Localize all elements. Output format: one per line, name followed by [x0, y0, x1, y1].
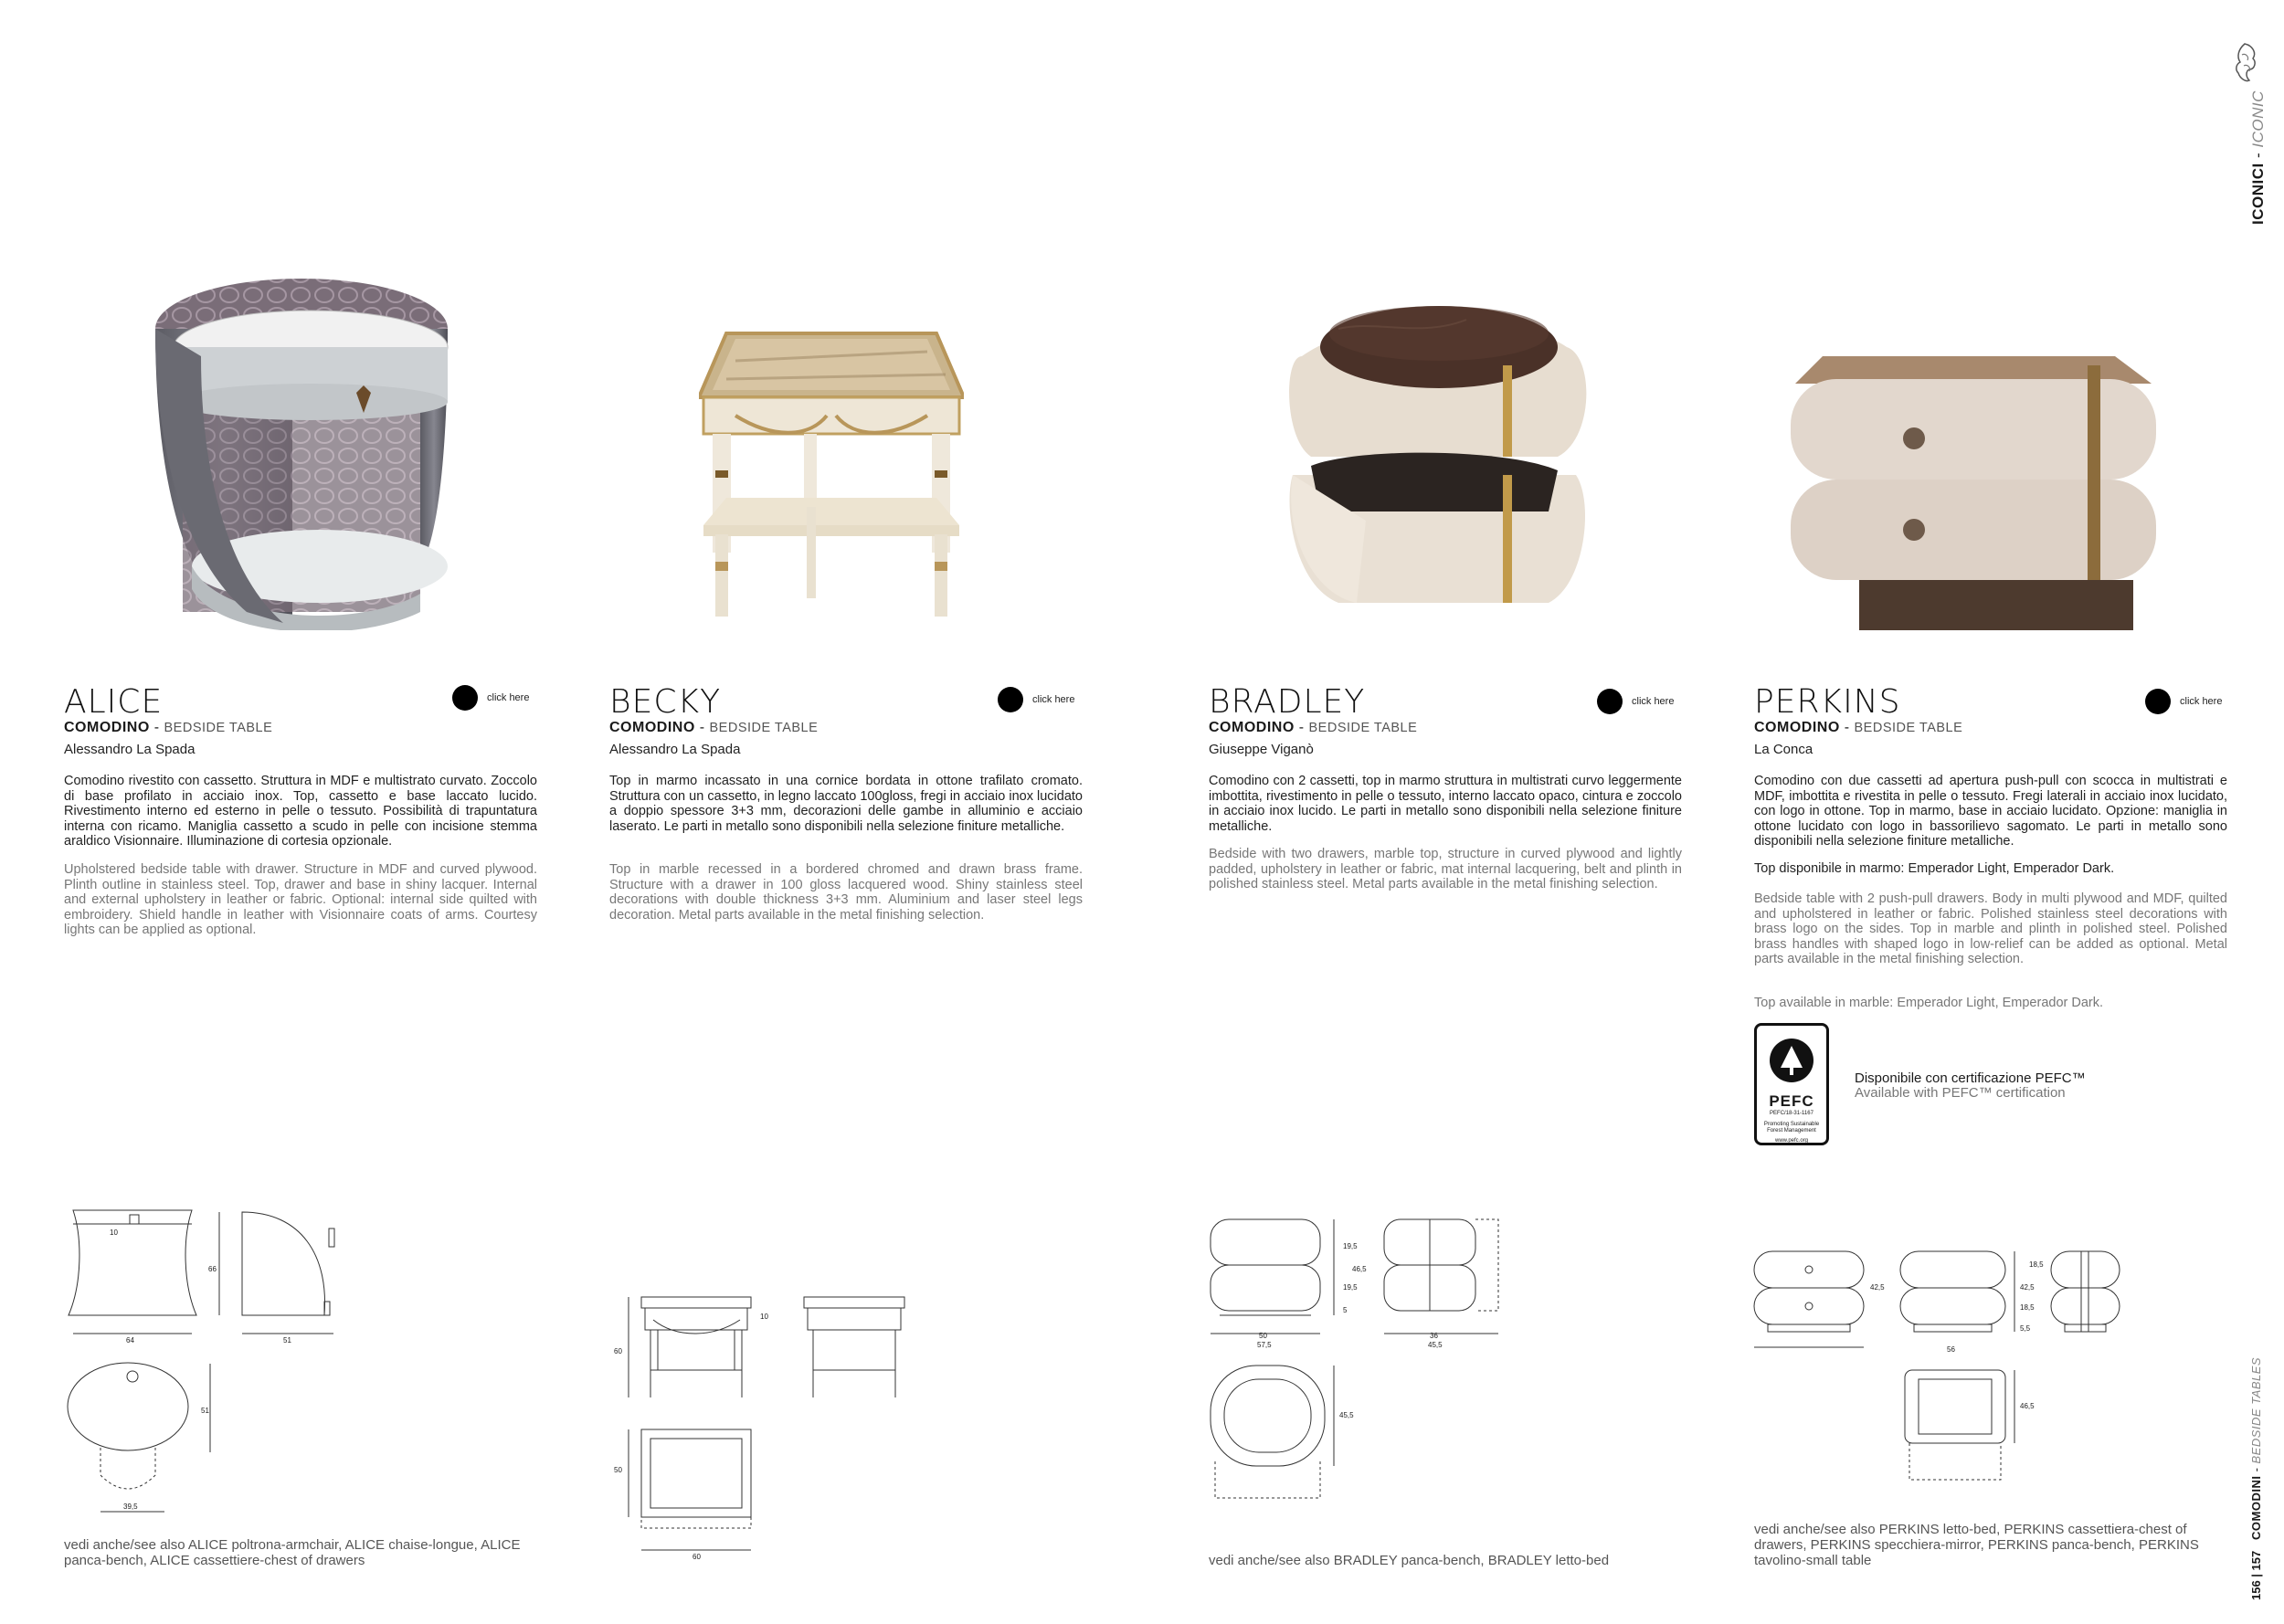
becky-dim-h: 60 [614, 1347, 622, 1355]
bradley-dim-h4: 5 [1343, 1306, 1348, 1314]
becky-subtitle: COMODINO - BEDSIDE TABLE [609, 720, 819, 735]
perkins-desc-it: Comodino con due cassetti ad apertura push-pull con scocca in multistrati e MDF, imbottita e rivestita in pelle o tessuto. Fregi laterali in acciaio inox lucidato, con logo in ottone. Top in marmo, base in acciaio lucidato. Opzione: maniglia in ottone lucidato con logo in bassorilievo sagomato. Le parti in metallo sono disponibili nella selezione finiture metalliche. [1754, 774, 2227, 849]
pefc-cert-it: Disponibile con certificazione PEFC™ [1855, 1070, 2086, 1086]
becky-photo [699, 324, 964, 626]
alice-title: ALICE [64, 683, 164, 721]
bradley-dim-d1: 36 [1430, 1332, 1438, 1340]
bradley-designer: Giuseppe Viganò [1209, 742, 1314, 757]
alice-desc-it: Comodino rivestito con cassetto. Struttura in MDF e multistrato curvato. Zoccolo di base profilato in acciaio inox. Top, cassetto e base laccato lucido. Rivestimento interno ed esterno in pelle o tessuto. Possibilità di trapuntatura interna con ricamo. Maniglia cassetto a scudo in pelle con incisione stemma araldico Visionnaire. Illuminazione di cortesia opzionale. [64, 774, 537, 849]
pefc-url: www.pefc.org [1774, 1138, 1808, 1144]
becky-designer: Alessandro La Spada [609, 742, 741, 757]
becky-title: BECKY [609, 683, 722, 721]
pefc-logo [1754, 1023, 1829, 1145]
perkins-dim-h4: 18,5 [2020, 1303, 2035, 1312]
alice-drawing [64, 1201, 365, 1521]
becky-dim-d: 50 [614, 1466, 622, 1474]
bradley-title: BRADLEY [1209, 683, 1366, 721]
brand-logo [2229, 42, 2260, 84]
bradley-dim-h1: 19,5 [1343, 1242, 1358, 1250]
pefc-logo-text: PEFC [1769, 1092, 1814, 1110]
perkins-dim-h5: 5,5 [2020, 1324, 2031, 1333]
click-dot-icon [1597, 689, 1623, 714]
perkins-drawing [1750, 1247, 2133, 1512]
perkins-designer: La Conca [1754, 742, 1813, 757]
section-label: ICONICI - ICONIC [2249, 90, 2267, 225]
alice-see-also: vedi anche/see also ALICE poltrona-armchair, ALICE chaise-longue, ALICE panca-bench, ALICE cassettiere-chest of drawers [64, 1537, 521, 1568]
alice-desc-en: Upholstered bedside table with drawer. Structure in MDF and curved plywood. Plinth outline in stainless steel. Top, drawer and base in shiny lacquer. Internal and external upholstery in leather or fabric. Optional: internal side quilted with embroidery. Shield handle in leather with Visionnaire coats of arms. Courtesy lights can be applied as optional. [64, 862, 537, 937]
perkins-title: PERKINS [1754, 683, 1901, 721]
bradley-photo [1284, 292, 1594, 621]
perkins-dim-d: 46,5 [2020, 1402, 2035, 1410]
perkins-desc-it-marble: Top disponibile in marmo: Emperador Light, Emperador Dark. [1754, 861, 2115, 876]
bradley-desc-en: Bedside with two drawers, marble top, structure in curved plywood and lightly padded, upholstery in leather or fabric, mat internal lacquering, belt and plinth in polished stainless steel. Metal parts available in the metal finishing selection. [1209, 847, 1682, 891]
bradley-dim-h3: 46,5 [1352, 1265, 1367, 1273]
becky-desc-en: Top in marble recessed in a bordered chromed and drawn brass frame. Structure with a drawer in 100 gloss lacquered wood. Shiny stainless steel decorations with double thickness 3+3 mm. Aluminium and laser steel legs decoration. Metal parts available in the metal finishing selection. [609, 862, 1083, 923]
alice-dim-w: 64 [126, 1336, 134, 1345]
perkins-subtitle: COMODINO - BEDSIDE TABLE [1754, 720, 1963, 735]
becky-drawing [614, 1292, 923, 1566]
bradley-see-also: vedi anche/see also BRADLEY panca-bench, BRADLEY letto-bed [1209, 1553, 1610, 1568]
becky-desc-it: Top in marmo incassato in una cornice bordata in ottone trafilato cromato. Struttura con un cassetto, in legno laccato 100gloss, fregi in acciaio inox lucidato a doppio spessore 3+3 mm, decorazioni delle gambe in alluminio e acciaio laserato. Le parti in metallo sono disponibili nella selezione finiture metalliche. [609, 774, 1083, 834]
bradley-dim-d3: 45,5 [1339, 1411, 1354, 1419]
perkins-dim-h1: 42,5 [1870, 1283, 1885, 1292]
pefc-claim: Promoting Sustainable Forest Management [1763, 1122, 1820, 1134]
alice-dim-d2: 51 [201, 1407, 209, 1415]
alice-dim-h: 66 [208, 1265, 217, 1273]
bradley-dim-w1: 50 [1259, 1332, 1267, 1340]
bradley-subtitle: COMODINO - BEDSIDE TABLE [1209, 720, 1418, 735]
click-dot-icon [2145, 689, 2171, 714]
bradley-dim-h2: 19,5 [1343, 1283, 1358, 1292]
pefc-cert-en: Available with PEFC™ certification [1855, 1085, 2066, 1101]
perkins-desc-en-marble: Top available in marble: Emperador Light, Emperador Dark. [1754, 996, 2104, 1010]
perkins-dim-h2: 42,5 [2020, 1283, 2035, 1292]
becky-dim-drawer: 10 [760, 1313, 768, 1321]
perkins-dim-w: 56 [1947, 1345, 1955, 1354]
bradley-desc-it: Comodino con 2 cassetti, top in marmo struttura in multistrati curvo leggermente imbottita, rivestimento in pelle o tessuto, interno laccato opaco, cintura e zoccolo in acciaio inox lucido. Le parti in metallo sono disponibili nella selezione finiture metalliche. [1209, 774, 1682, 834]
alice-subtitle: COMODINO - BEDSIDE TABLE [64, 720, 273, 735]
bradley-dim-w2: 57,5 [1257, 1341, 1272, 1349]
bradley-drawing [1206, 1215, 1535, 1525]
click-dot-icon [452, 685, 478, 711]
section-it: ICONICI [2249, 163, 2267, 225]
alice-dim-drawer: 10 [110, 1229, 118, 1237]
becky-dim-w: 60 [693, 1553, 701, 1561]
category-en: BEDSIDE TABLES [2249, 1356, 2263, 1464]
pefc-code: PEFC/18-31-1167 [1770, 1111, 1813, 1116]
click-dot-icon [998, 687, 1023, 712]
perkins-photo [1786, 347, 2161, 639]
bradley-click-here[interactable]: click here [1597, 689, 1674, 714]
becky-click-here[interactable]: click here [998, 687, 1074, 712]
perkins-see-also: vedi anche/see also PERKINS letto-bed, PERKINS cassettiera-chest of drawers, PERKINS specchiera-mirror, PERKINS panca-bench, PERKINS tavolino-small table [1754, 1522, 2199, 1568]
alice-designer: Alessandro La Spada [64, 742, 196, 757]
alice-dim-d: 51 [283, 1336, 291, 1345]
alice-dim-base: 39,5 [123, 1503, 138, 1511]
perkins-click-here[interactable]: click here [2145, 689, 2222, 714]
page-numbers: 156 | 157 [2249, 1550, 2263, 1600]
perkins-desc-en: Bedside table with 2 push-pull drawers. Body in multi plywood and MDF, quilted and upholstered in leather or fabric. Polished stainless steel decorations with brass logo on the sides. Top in marble and plinth in polished steel. Polished brass handles with shaped logo in low-relief can be added as optional. Metal parts available in the metal finishing selection. [1754, 891, 2227, 966]
category-label: COMODINI - BEDSIDE TABLES [2249, 1356, 2263, 1540]
bradley-dim-d2: 45,5 [1428, 1341, 1443, 1349]
alice-click-here[interactable]: click here [452, 685, 529, 711]
alice-photo [146, 265, 457, 630]
perkins-dim-h3: 18,5 [2029, 1260, 2044, 1269]
section-en: ICONIC [2249, 90, 2267, 148]
category-it: COMODINI [2249, 1475, 2263, 1540]
